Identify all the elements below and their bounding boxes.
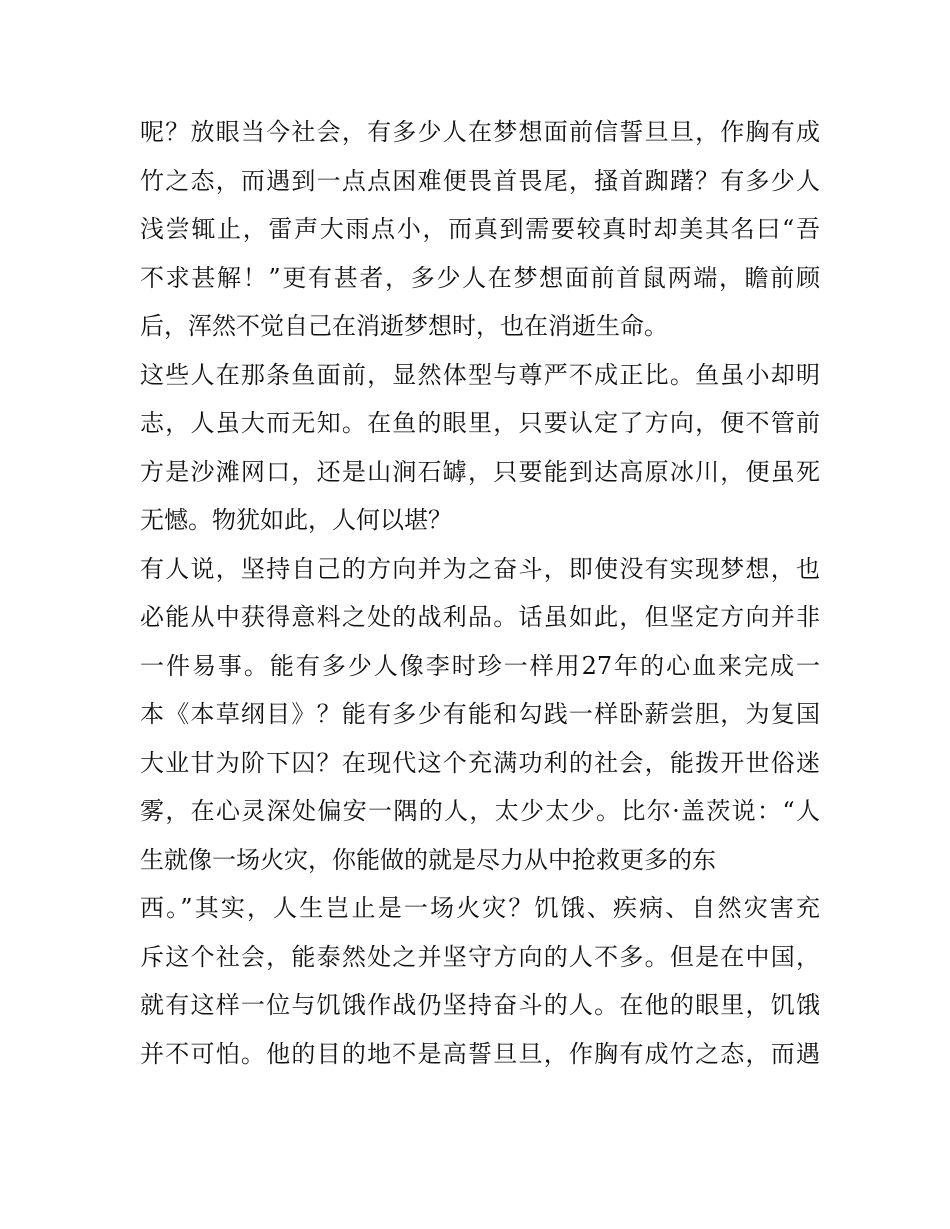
text-line: 雾，在心灵深处偏安一隅的人，太少太少。比尔·盖茨说：“人 [140,797,820,825]
text-line: 呢？放眼当今社会，有多少人在梦想面前信誓旦旦，作胸有成 [140,118,820,146]
text-line: 并不可怕。他的目的地不是高誓旦旦，作胸有成竹之态，而遇 [140,1039,820,1068]
text-line: 必能从中获得意料之处的战利品。话虽如此，但坚定方向并非 [140,603,820,631]
text-line: 不求甚解！”更有甚者，多少人在梦想面前首鼠两端，瞻前顾 [140,263,820,292]
text-line: 志，人虽大而无知。在鱼的眼里，只要认定了方向，便不管前 [140,409,820,437]
text-line: 后，浑然不觉自己在消逝梦想时，也在消逝生命。 [140,312,668,340]
text-line: 有人说，坚持自己的方向并为之奋斗，即使没有实现梦想，也 [140,554,820,583]
text-line: 方是沙滩网口，还是山涧石罅，只要能到达高原冰川，便虽死 [140,457,820,486]
text-line: 生就像一场火灾，你能做的就是尽力从中抢救更多的东 [140,845,716,874]
text-line: 西。”其实，人生岂止是一场火灾？饥饿、疾病、自然灾害充 [140,894,820,922]
text-line: 一件易事。能有多少人像李时珍一样用27年的心血来完成一 [140,651,820,680]
text-line: 斥这个社会，能泰然处之并坚守方向的人不多。但是在中国， [140,942,820,971]
text-line: 浅尝辄止，雷声大雨点小，而真到需要较真时却美其名曰“吾 [140,215,820,243]
text-line: 无憾。物犹如此，人何以堪？ [140,506,452,534]
text-line: 这些人在那条鱼面前，显然体型与尊严不成正比。鱼虽小却明 [140,360,820,389]
text-line: 大业甘为阶下囚？在现代这个充满功利的社会，能拨开世俗迷 [140,748,820,777]
text-line: 就有这样一位与饥饿作战仍坚持奋斗的人。在他的眼里，饥饿 [140,991,820,1019]
text-line: 本《本草纲目》？能有多少有能和勾践一样卧薪尝胆，为复国 [140,700,820,728]
essay-text [140,108,820,1078]
text-line: 竹之态，而遇到一点点困难便畏首畏尾，搔首踟躇？有多少人 [140,166,820,195]
